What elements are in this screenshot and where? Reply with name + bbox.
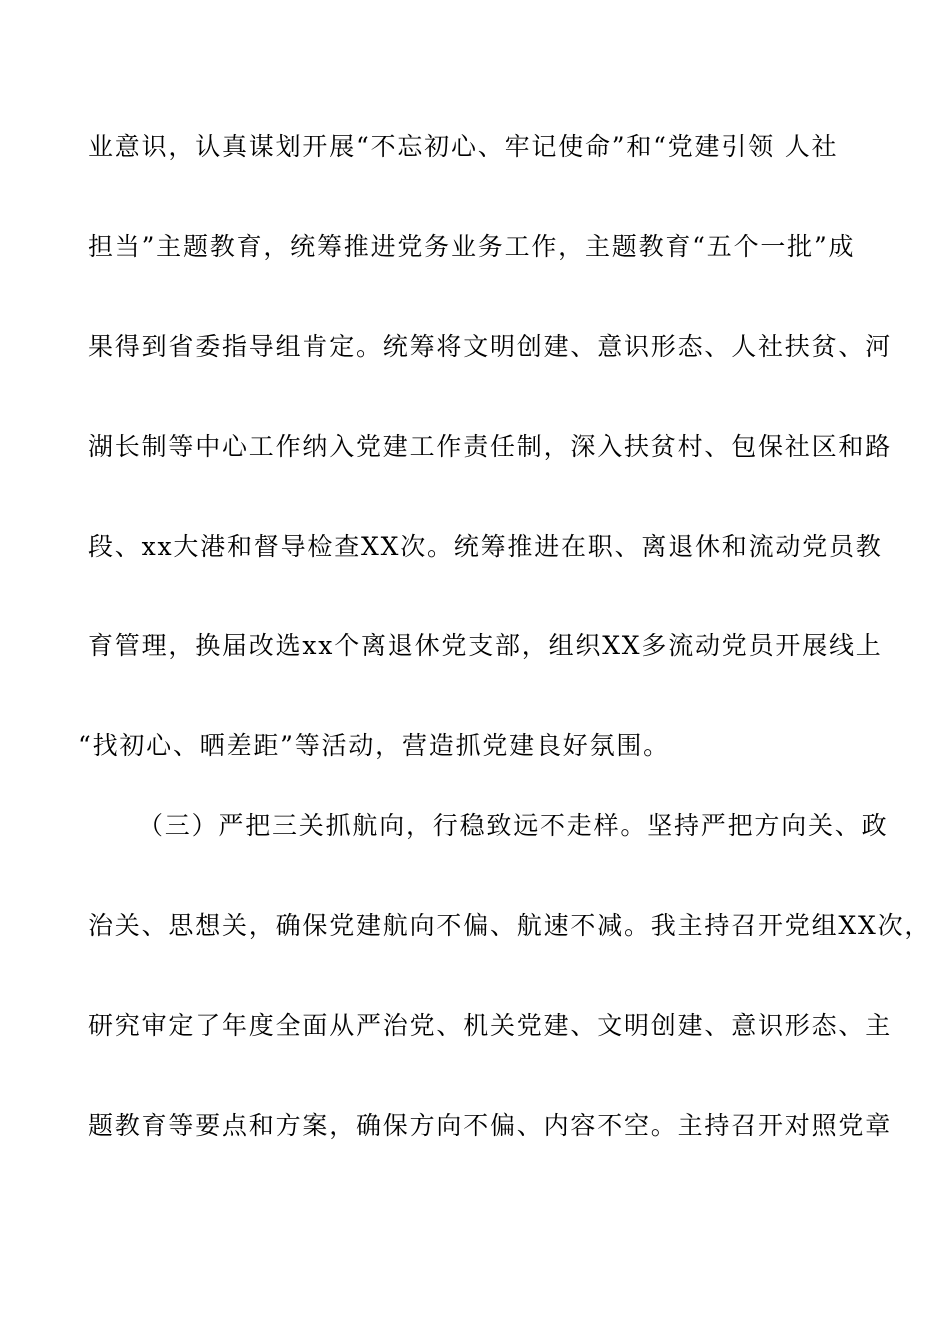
text-line-3: 果得到省委指导组肯定。统筹将文明创建、意识形态、人社扶贫、河 — [88, 332, 893, 361]
text-line-7: “找初心、晒差距”等活动，营造抓党建良好氛围。 — [78, 731, 670, 760]
text-line-10: 研究审定了年度全面从严治党、机关党建、文明创建、意识形态、主 — [88, 1011, 893, 1040]
text-line-6: 育管理，换届改选xx个离退休党支部，组织XX多流动党员开展线上 — [88, 631, 883, 660]
section-heading-line: （三）严把三关抓航向，行稳致远不走样。坚持严把方向关、政 — [138, 811, 889, 840]
text-line-2: 担当”主题教育，统筹推进党务业务工作，主题教育“五个一批”成 — [88, 232, 856, 261]
text-line-5: 段、xx大港和督导检查XX次。统筹推进在职、离退休和流动党员教 — [88, 532, 883, 561]
text-line-4: 湖长制等中心工作纳入党建工作责任制，深入扶贫村、包保社区和路 — [88, 432, 893, 461]
text-line-11: 题教育等要点和方案，确保方向不偏、内容不空。主持召开对照党章 — [88, 1111, 893, 1140]
text-line-9: 治关、思想关，确保党建航向不偏、航速不减。我主持召开党组XX次， — [88, 911, 932, 940]
text-line-1: 业意识，认真谋划开展“不忘初心、牢记使命”和“党建引领 人社 — [88, 132, 839, 161]
